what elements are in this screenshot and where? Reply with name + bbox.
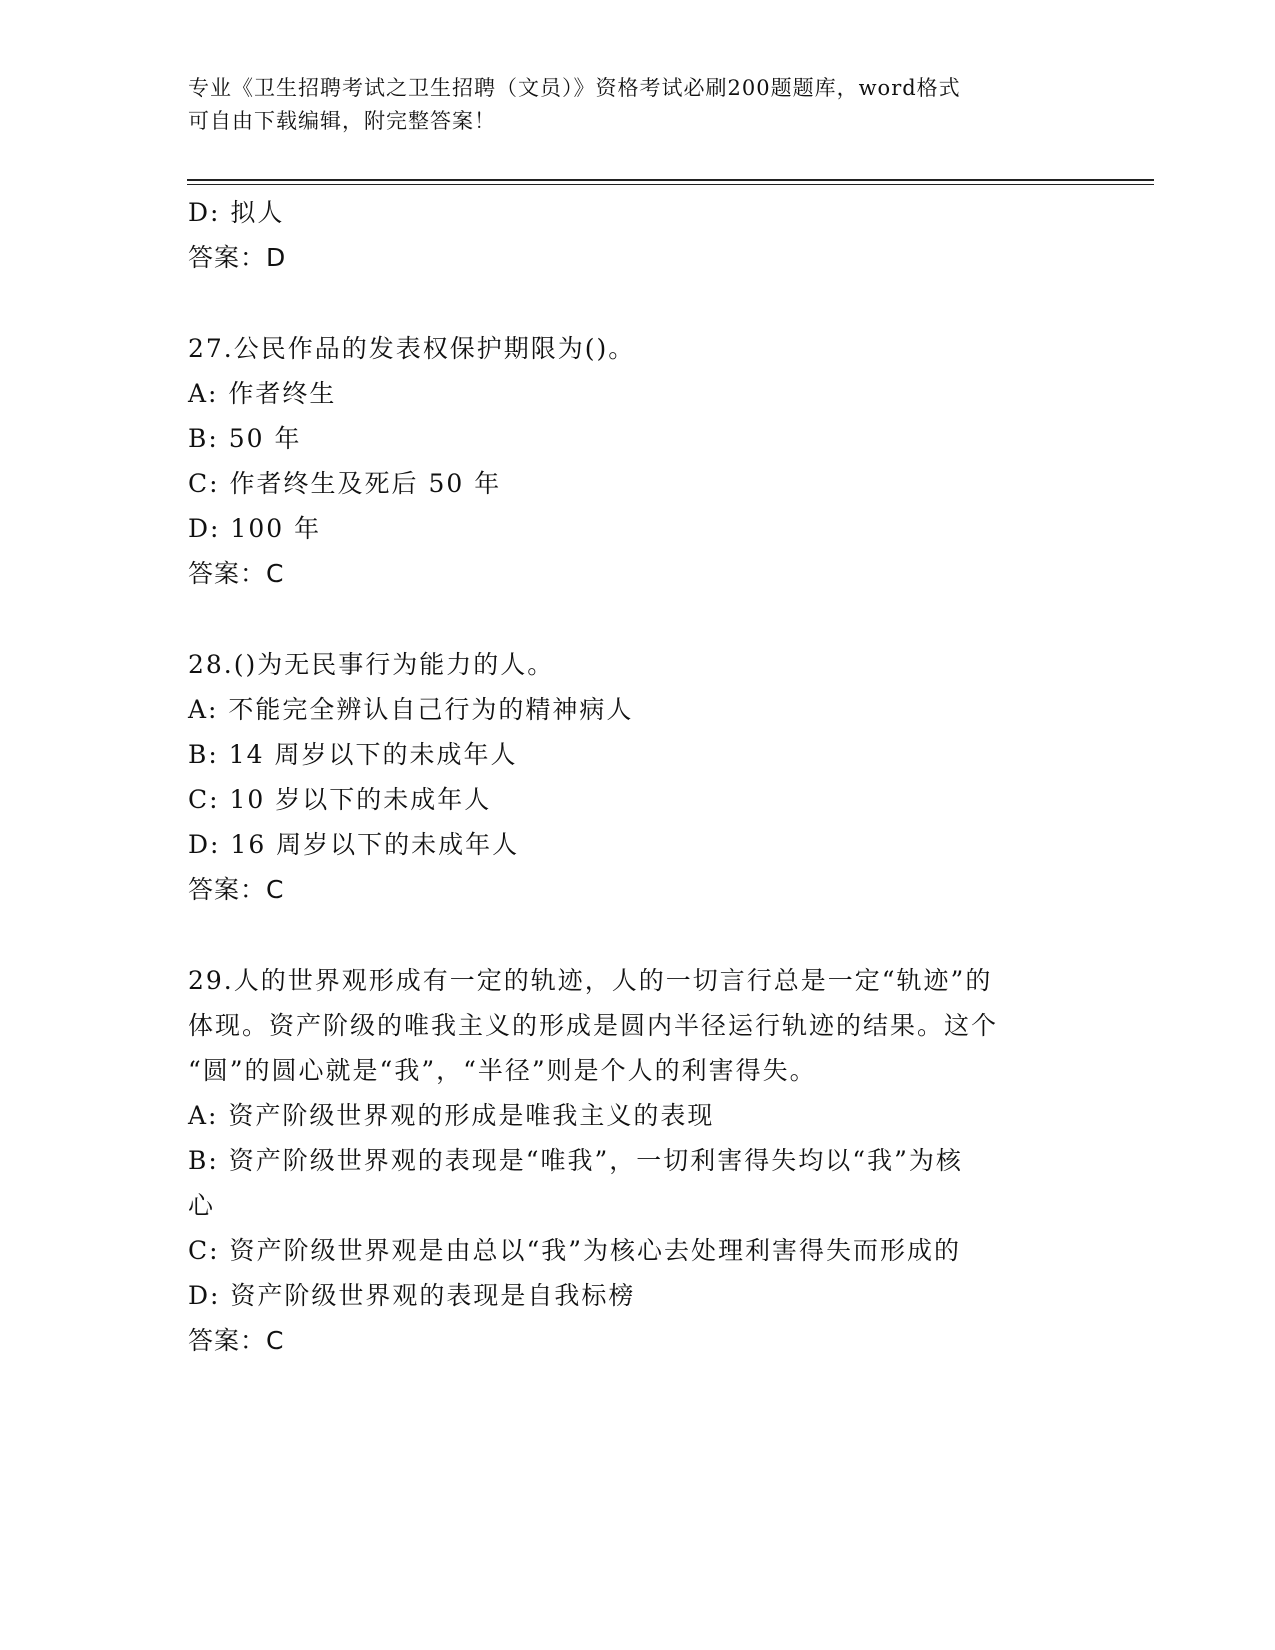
header-title-line1: 专业《卫生招聘考试之卫生招聘（文员）》资格考试必刷200题题库，word格式 — [188, 76, 961, 100]
question-29 — [188, 958, 1088, 1363]
option-d: D: 拟人 — [188, 198, 285, 227]
question-stem: 27.公民作品的发表权保护期限为()。 — [188, 334, 636, 363]
option-c: C: 10 岁以下的未成年人 — [188, 785, 492, 814]
question-stem-line1: 29.人的世界观形成有一定的轨迹，人的一切言行总是一定“轨迹”的 — [188, 966, 993, 995]
question-stem: 28.()为无民事行为能力的人。 — [188, 650, 555, 679]
option-d: D: 资产阶级世界观的表现是自我标榜 — [188, 1281, 636, 1310]
question-stem-line3: “圆”的圆心就是“我”，“半径”则是个人的利害得失。 — [188, 1056, 817, 1085]
answer-label: 答案：C — [188, 559, 285, 588]
question-28 — [188, 642, 1088, 912]
option-c: C: 资产阶级世界观是由总以“我”为核心去处理利害得失而形成的 — [188, 1236, 962, 1265]
option-b-line2: 心 — [188, 1191, 216, 1220]
option-a: A: 不能完全辨认自己行为的精神病人 — [188, 695, 634, 724]
option-c: C: 作者终生及死后 50 年 — [188, 469, 502, 498]
option-d: D: 16 周岁以下的未成年人 — [188, 830, 520, 859]
option-b: B: 14 周岁以下的未成年人 — [188, 740, 518, 769]
question-27 — [188, 326, 1088, 596]
spacer — [188, 596, 1088, 642]
option-a: A: 作者终生 — [188, 379, 337, 408]
answer-label: 答案：C — [188, 875, 285, 904]
question-content — [188, 190, 1088, 1363]
answer-label: 答案：D — [188, 243, 287, 272]
question-26-tail — [188, 190, 1088, 280]
option-b: B: 50 年 — [188, 424, 302, 453]
option-a: A: 资产阶级世界观的形成是唯我主义的表现 — [188, 1101, 715, 1130]
header-divider-thick — [187, 179, 1154, 181]
question-stem-line2: 体现。资产阶级的唯我主义的形成是圆内半径运行轨迹的结果。这个 — [188, 1011, 999, 1040]
header-title-line2: 可自由下载编辑，附完整答案！ — [188, 109, 496, 133]
document-header — [188, 72, 1078, 138]
spacer — [188, 912, 1088, 958]
header-divider-thin — [187, 184, 1154, 185]
spacer — [188, 280, 1088, 326]
option-d: D: 100 年 — [188, 514, 322, 543]
option-b-line1: B: 资产阶级世界观的表现是“唯我”，一切利害得失均以“我”为核 — [188, 1146, 963, 1175]
answer-label: 答案：C — [188, 1326, 285, 1355]
